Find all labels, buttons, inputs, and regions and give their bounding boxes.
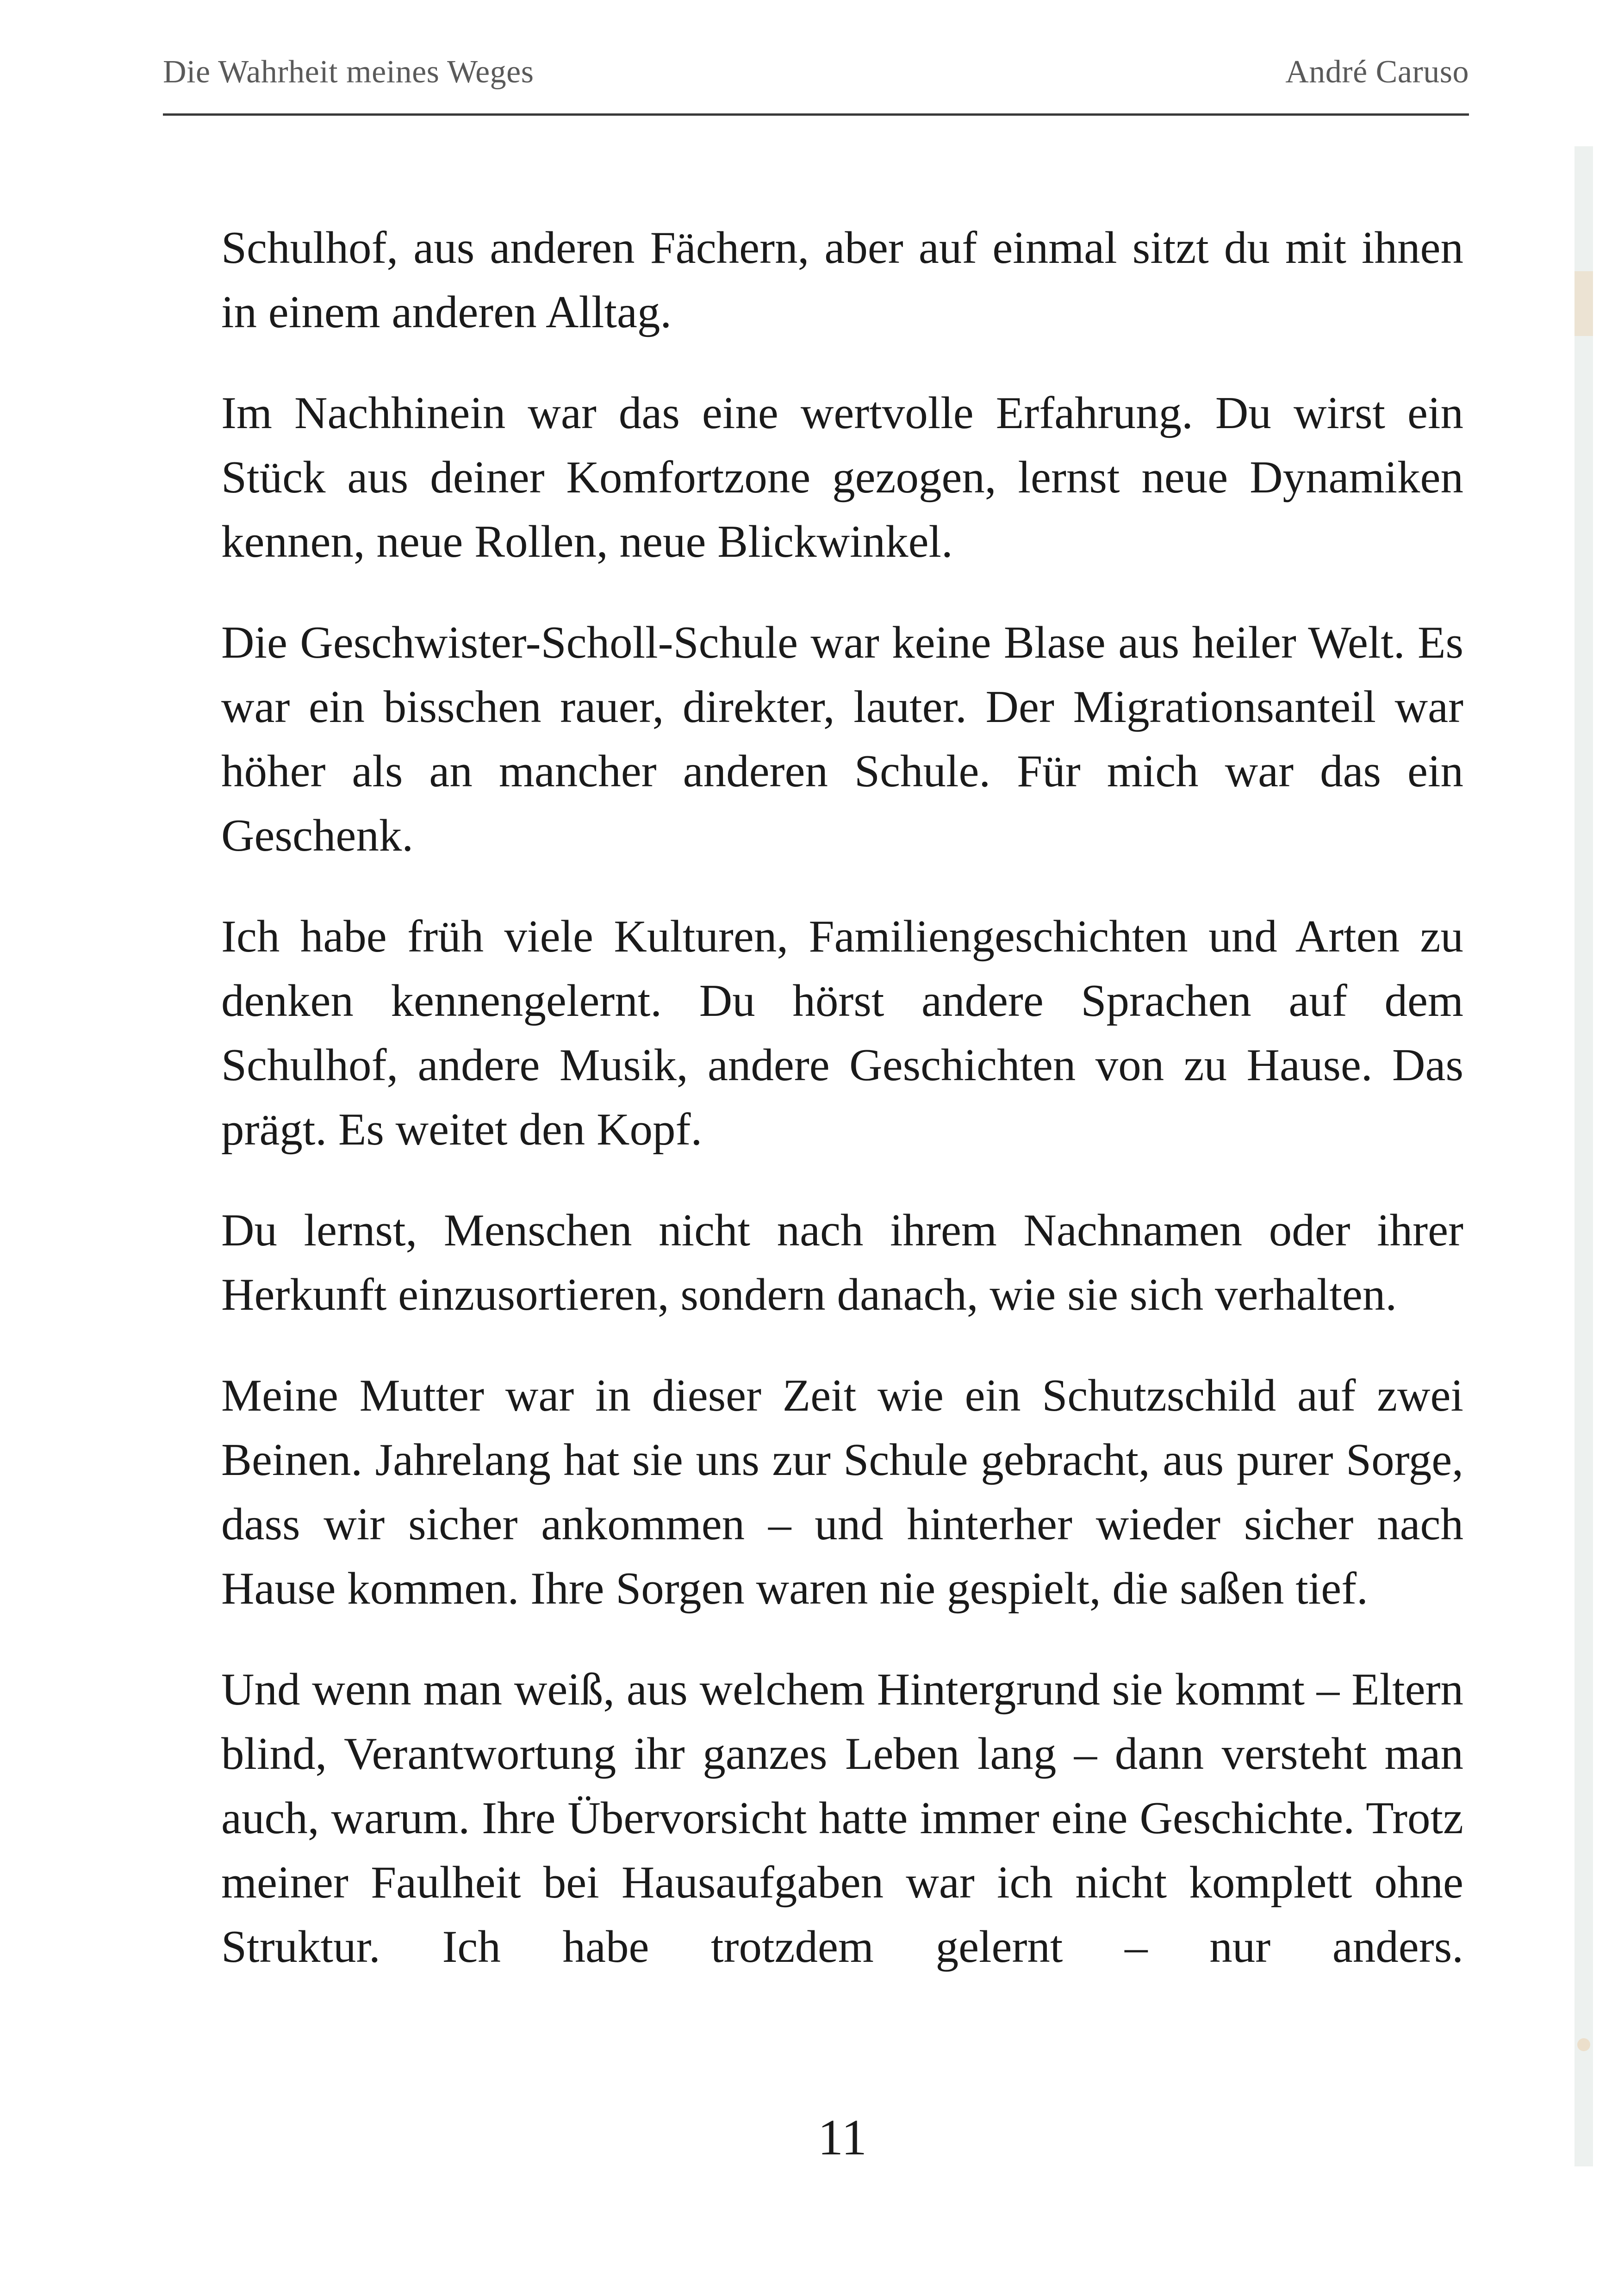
paragraph: Die Geschwister-Scholl-Schule war keine Blase aus heiler Welt. Es war ein bisschen rauer, direkter, lauter. Der Migrationsanteil war höher als an mancher anderen Schule. Für mich war das ein Geschenk.: [221, 617, 1463, 861]
paragraph: Schulhof, aus anderen Fächern, aber auf einmal sitzt du mit ihnen in einem anderen Alltag.: [221, 223, 1463, 337]
page-number: 11: [818, 2109, 867, 2165]
paragraph: Meine Mutter war in dieser Zeit wie ein Schutzschild auf zwei Beinen. Jahrelang hat sie uns zur Schule gebracht, aus purer Sorge, dass wir sicher ankommen – und hinterher wieder sicher nach Hause kommen. Ihre Sorgen waren nie gespielt, die saßen tief.: [221, 1370, 1463, 1614]
paragraph: Im Nachhinein war das eine wertvolle Erfahrung. Du wirst ein Stück aus deiner Komfortzone gezogen, lernst neue Dynamiken kennen, neue Rollen, neue Blickwinkel.: [221, 388, 1463, 567]
scroll-position-marker: [1577, 2038, 1590, 2051]
author-name: André Caruso: [1285, 54, 1469, 90]
paragraph: Und wenn man weiß, aus welchem Hintergrund sie kommt – Eltern blind, Verantwortung ihr ganzes Leben lang – dann versteht man auch, warum. Ihre Übervorsicht hatte immer eine Geschichte. Trotz meiner Faulheit bei Hausaufgaben war ich nicht komplett ohne Struktur. Ich habe trotzdem gelernt – nur anders.: [221, 1664, 1463, 1972]
running-header: [163, 51, 1469, 116]
scrollbar-thumb[interactable]: [1574, 271, 1593, 336]
vertical-scrollbar[interactable]: [1574, 146, 1593, 2166]
page-body: [221, 216, 1463, 1979]
paragraph: Du lernst, Menschen nicht nach ihrem Nachnamen oder ihrer Herkunft einzusortieren, sondern danach, wie sie sich verhalten.: [221, 1205, 1463, 1320]
paragraph: Ich habe früh viele Kulturen, Familiengeschichten und Arten zu denken kennengelernt. Du hörst andere Sprachen auf dem Schulhof, andere Musik, andere Geschichten von zu Hause. Das prägt. Es weitet den Kopf.: [221, 911, 1463, 1155]
book-title: Die Wahrheit meines Weges: [163, 54, 534, 90]
